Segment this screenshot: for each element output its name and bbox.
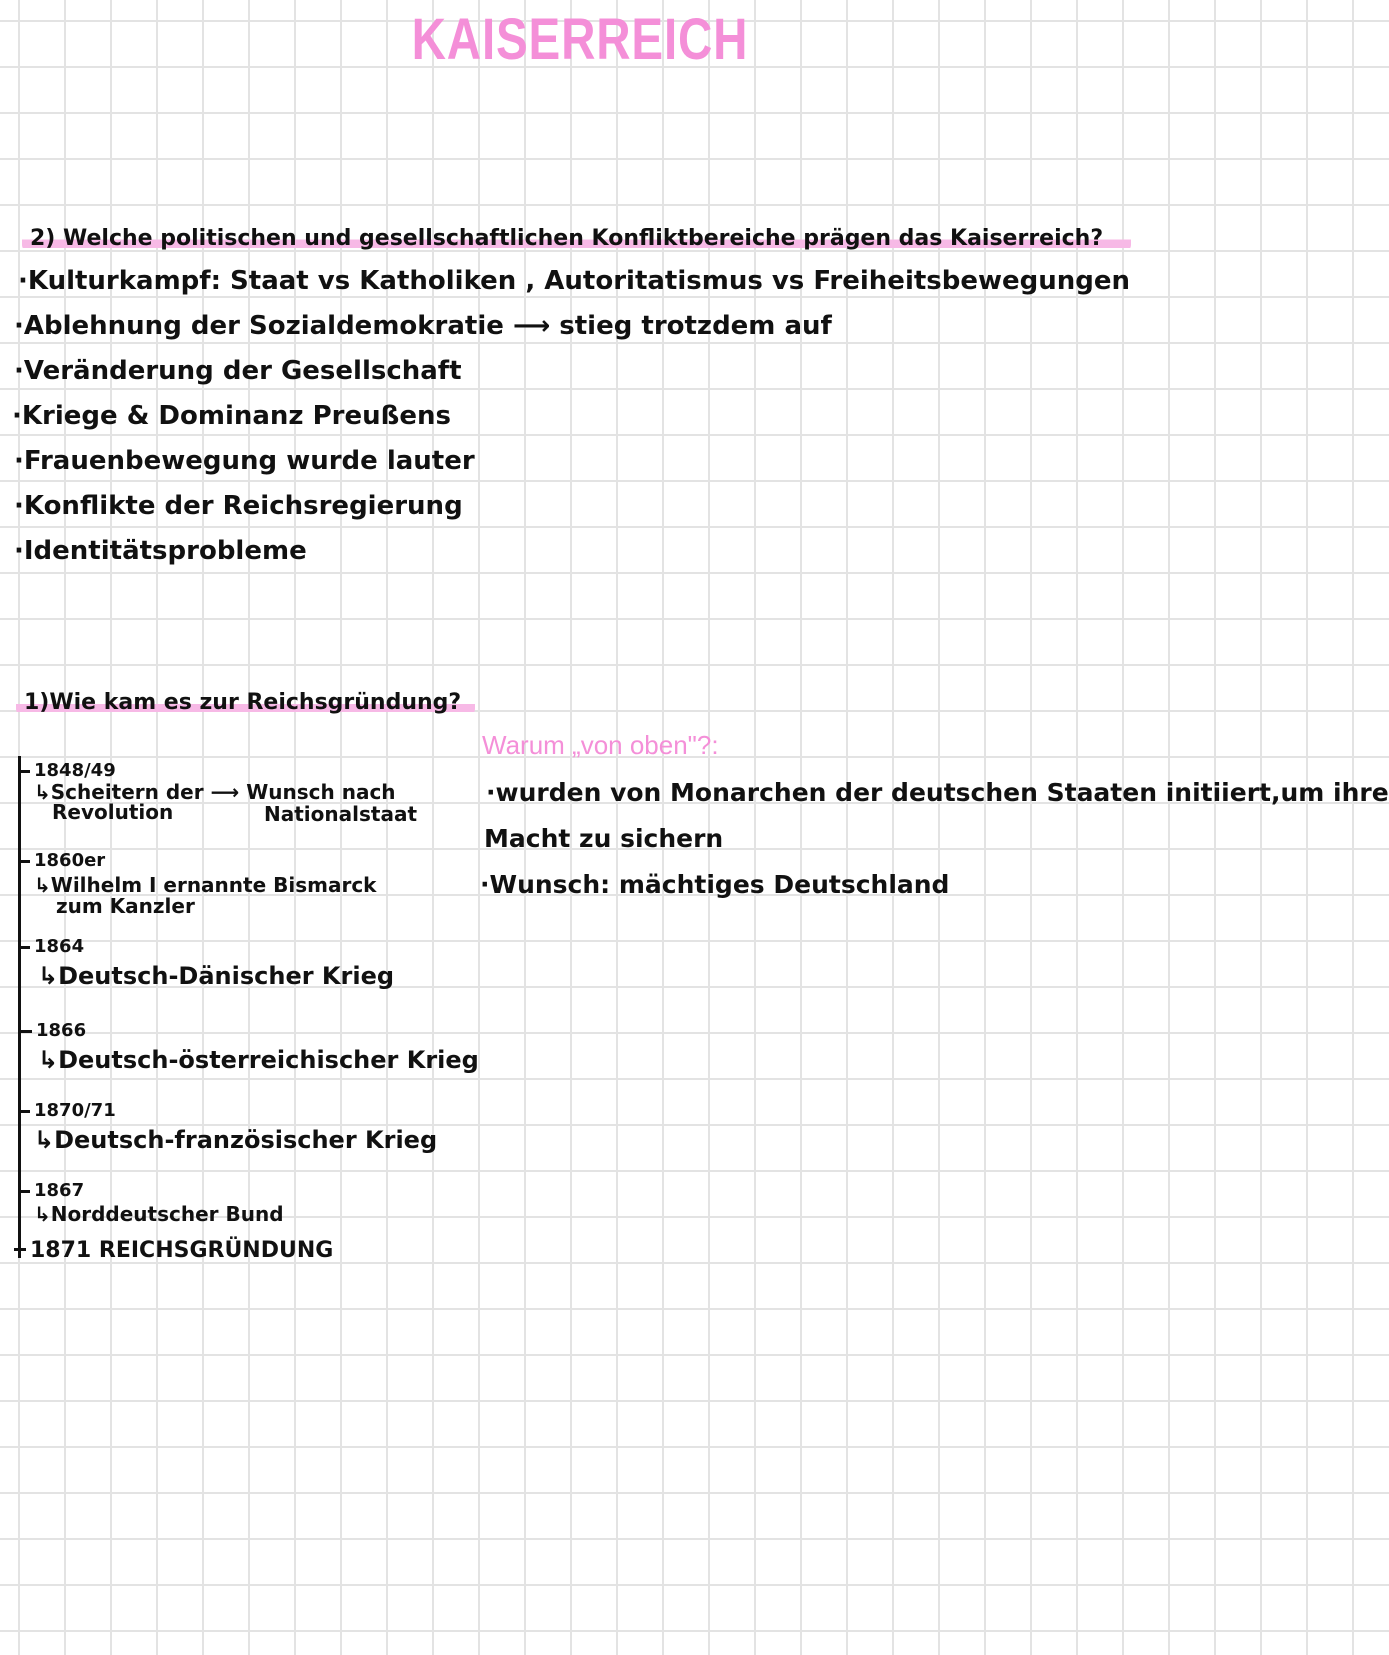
conflict-item: ·Kulturkampf: Staat vs Katholiken , Autoritatismus vs Freiheitsbewegungen (18, 266, 1131, 296)
question-1-heading (16, 690, 475, 715)
page-title: KAISERREICH (411, 7, 749, 72)
timeline-year: 1871 REICHSGRÜNDUNG (30, 1238, 334, 1263)
conflict-item: ·Identitätsprobleme (14, 536, 307, 566)
conflict-item: ·Konflikte der Reichsregierung (14, 491, 463, 521)
timeline-line (18, 756, 21, 1258)
von-oben-heading: Warum „von oben"?: (482, 730, 719, 760)
timeline-event: Revolution (52, 800, 174, 824)
timeline-year: 1864 (34, 936, 85, 957)
timeline-event: ↳Deutsch-Dänischer Krieg (38, 962, 395, 990)
timeline-event: ↳Scheitern der ⟶ Wunsch nach (34, 780, 396, 804)
timeline-event: ↳Wilhelm I ernannte Bismarck (34, 873, 377, 897)
timeline-year: 1870/71 (34, 1100, 116, 1121)
timeline-year: 1867 (34, 1180, 85, 1201)
timeline-year: 1866 (36, 1020, 87, 1041)
timeline-year: 1860er (34, 850, 106, 871)
conflict-item: ·Kriege & Dominanz Preußens (12, 401, 451, 431)
question-2-text: 2) Welche politischen und gesellschaftlichen Konfliktbereiche prägen das Kaiserreich? (22, 226, 1131, 251)
conflict-item: ·Ablehnung der Sozialdemokratie ⟶ stieg trotzdem auf (14, 311, 832, 341)
conflict-item: ·Veränderung der Gesellschaft (14, 356, 462, 386)
timeline-event: ↳Deutsch-französischer Krieg (34, 1126, 438, 1154)
von-oben-item: Macht zu sichern (484, 824, 724, 853)
timeline-event: Nationalstaat (264, 802, 417, 826)
question-1-text: 1)Wie kam es zur Reichsgründung? (16, 690, 475, 715)
timeline-event: ↳Norddeutscher Bund (34, 1202, 284, 1226)
timeline-event: ↳Deutsch-österreichischer Krieg (38, 1046, 479, 1074)
timeline-event: zum Kanzler (56, 894, 195, 918)
von-oben-item: ·Wunsch: mächtiges Deutschland (480, 870, 950, 899)
timeline-year: 1848/49 (34, 760, 116, 781)
question-2-heading (22, 226, 1131, 251)
von-oben-item: ·wurden von Monarchen der deutschen Staaten initiiert,um ihre (486, 778, 1389, 807)
conflict-item: ·Frauenbewegung wurde lauter (14, 446, 475, 476)
